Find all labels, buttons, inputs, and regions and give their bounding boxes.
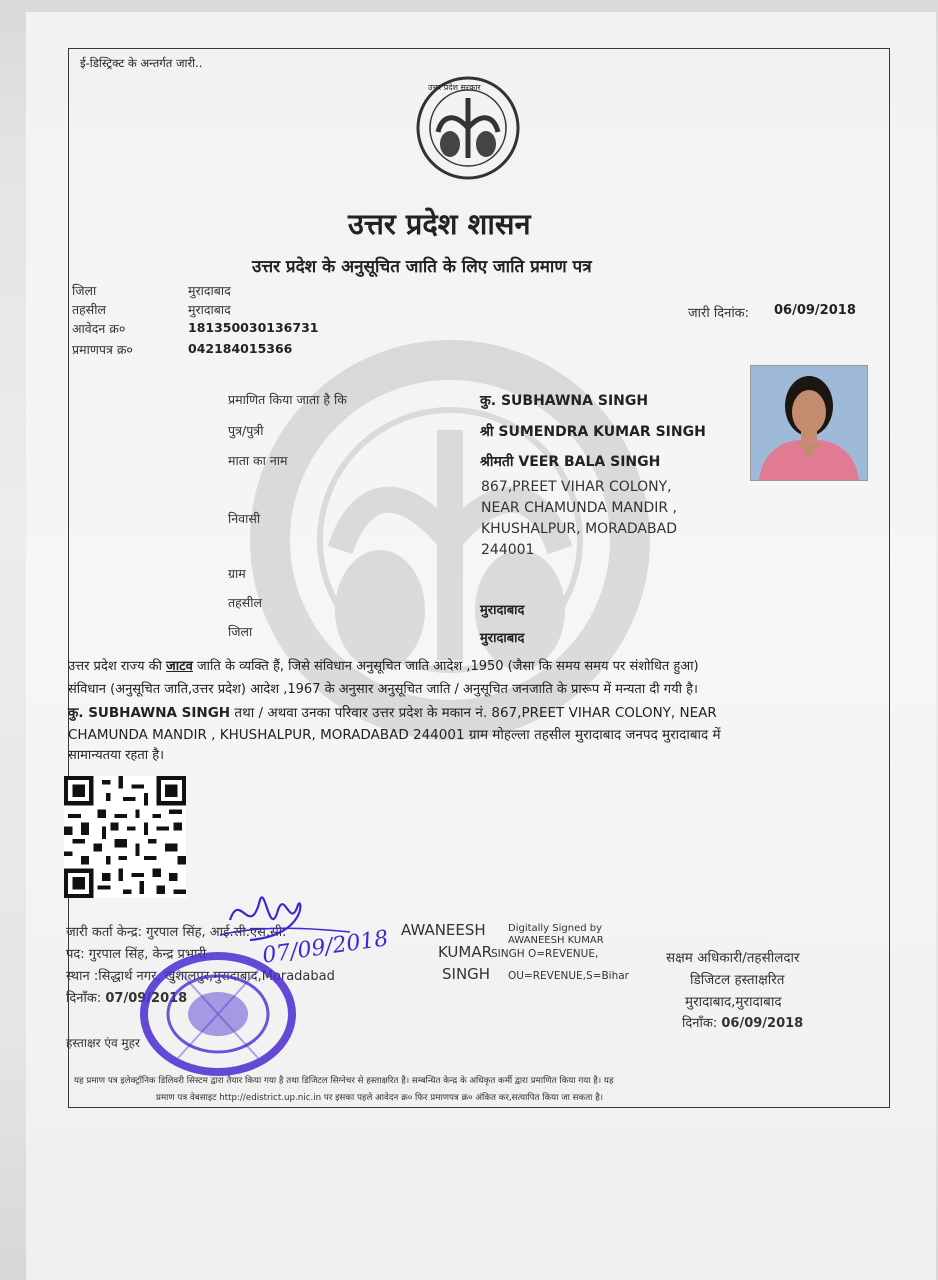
certificate-label: प्रमाणपत्र क्र० xyxy=(72,342,133,357)
official-seal-stamp xyxy=(138,950,298,1078)
child-label: पुत्र/पुत्री xyxy=(228,423,264,438)
authority-location: मुरादाबाद,मुरादाबाद xyxy=(685,994,782,1010)
issuer-place: स्थान :सिद्धार्थ नगर, खुशालपुर,मुरादाबाद,Moradabad xyxy=(66,969,335,984)
applicant-photo xyxy=(750,365,868,481)
signature-info-line-3: SINGH O=REVENUE, xyxy=(491,948,599,960)
page-subtitle: उत्तर प्रदेश के अनुसूचित जाति के लिए जाति प्रमाण पत्र xyxy=(252,257,592,277)
paragraph-line-3: कु. SUBHAWNA SINGH तथा / अथवा उनका परिवार उत्तर प्रदेश के मकान नं. 867,PREET VIHAR COLONY, NEAR xyxy=(68,705,717,721)
certified-name: कु. SUBHAWNA SINGH xyxy=(480,393,649,409)
paragraph-line-4: CHAMUNDA MANDIR , KHUSHALPUR, MORADABAD 244001 ग्राम मोहल्ला तहसील मुरादाबाद जनपद मुरादाबाद में xyxy=(68,727,721,743)
application-label: आवेदन क्र० xyxy=(72,321,126,336)
district-detail-label: जिला xyxy=(228,624,253,639)
application-number: 181350030136731 xyxy=(188,320,319,335)
issue-date-label: जारी दिनांक: xyxy=(688,306,750,321)
emblem-text: उत्तर प्रदेश सरकार xyxy=(428,83,481,92)
address-line-3: KHUSHALPUR, MORADABAD xyxy=(481,521,677,537)
issuer-date: दिनाँक: 07/09/2018 xyxy=(66,991,188,1006)
mother-label: माता का नाम xyxy=(228,453,288,468)
handwritten-date: 07/09/2018 xyxy=(260,926,390,969)
page-title: उत्तर प्रदेश शासन xyxy=(348,207,531,241)
authority-date: दिनाँक: 06/09/2018 xyxy=(682,1016,804,1031)
tehsil-detail-label: तहसील xyxy=(228,595,262,610)
footer-line-1: यह प्रमाण पत्र इलेक्ट्रॉनिक डिलिवरी सिस्टम द्वारा तैयार किया गया है तथा डिजिटल सिग्नेचर से हस्ताक्षरित है। सम्बन्धित केन्द्र के अधिकृत कर्मी द्वारा प्रमाणित किया गया है। यह xyxy=(74,1076,614,1086)
paragraph-line-1: उत्तर प्रदेश राज्य की जाटव जाति के व्यक्ति हैं, जिसे संविधान अनुसूचित जाति आदेश ,1950 (जैसा कि समय समय पर संशोधित हुआ) xyxy=(68,659,699,674)
mother-name: श्रीमती VEER BALA SINGH xyxy=(480,454,661,470)
resident-label: निवासी xyxy=(228,511,261,526)
footer-line-2: प्रमाण पत्र वेबसाइट http://edistrict.up.nic.in पर इसका पहले आवेदन क्र० फिर प्रमाणपत्र क्र० अंकित कर,सत्यापित किया जा सकता है। xyxy=(156,1093,604,1103)
signer-name-line-3: SINGH xyxy=(442,965,491,983)
qr-code xyxy=(64,776,186,898)
caste-name: जाटव xyxy=(166,659,193,674)
signature-info-line-4: OU=REVENUE,S=Bihar xyxy=(508,970,629,982)
issuing-center: जारी कर्ता केन्द्र: गुरपाल सिंह, आई.सी.एस.सी. xyxy=(66,925,287,940)
address-line-4: 244001 xyxy=(481,542,535,558)
tehsil-label: तहसील xyxy=(72,302,106,317)
paragraph-line-5: सामान्यतया रहता है। xyxy=(68,748,165,763)
district-value: मुरादाबाद xyxy=(188,283,231,298)
header-note: ई-डिस्ट्रिक्ट के अन्तर्गत जारी.. xyxy=(80,56,203,70)
address-line-2: NEAR CHAMUNDA MANDIR , xyxy=(481,500,677,516)
father-name: श्री SUMENDRA KUMAR SINGH xyxy=(480,424,706,440)
signature-seal-label: हस्ताक्षर एंव मुहर xyxy=(66,1036,140,1050)
authority-digital-signed: डिजिटल हस्ताक्षरित xyxy=(690,972,785,988)
paragraph-name: कु. SUBHAWNA SINGH xyxy=(68,705,231,721)
district-label: जिला xyxy=(72,283,97,298)
signature-info-line-1: Digitally Signed by xyxy=(508,923,603,934)
certificate-number: 042184015366 xyxy=(188,341,293,356)
signer-name-line-2: KUMAR xyxy=(438,943,493,961)
certified-label: प्रमाणित किया जाता है कि xyxy=(228,392,347,407)
district-detail-value: मुरादाबाद xyxy=(480,631,525,646)
village-label: ग्राम xyxy=(228,566,246,581)
paragraph-line-2: संविधान (अनुसूचित जाति,उत्तर प्रदेश) आदेश ,1967 के अनुसार अनुसूचित जाति / अनुसूचित जनजाति के प्रारूप में मन्यता दी गयी है। xyxy=(68,682,698,697)
tehsil-detail-value: मुरादाबाद xyxy=(480,603,525,618)
signer-name-line-1: AWANEESH xyxy=(401,921,486,939)
address-line-1: 867,PREET VIHAR COLONY, xyxy=(481,479,672,495)
issue-date-value: 06/09/2018 xyxy=(774,303,856,318)
authority-title: सक्षम अधिकारी/तहसीलदार xyxy=(666,950,800,966)
issuer-post: पद: गुरपाल सिंह, केन्द्र प्रभारी xyxy=(66,947,207,962)
signature-info-line-2: AWANEESH KUMAR xyxy=(508,935,604,946)
tehsil-value: मुरादाबाद xyxy=(188,302,231,317)
